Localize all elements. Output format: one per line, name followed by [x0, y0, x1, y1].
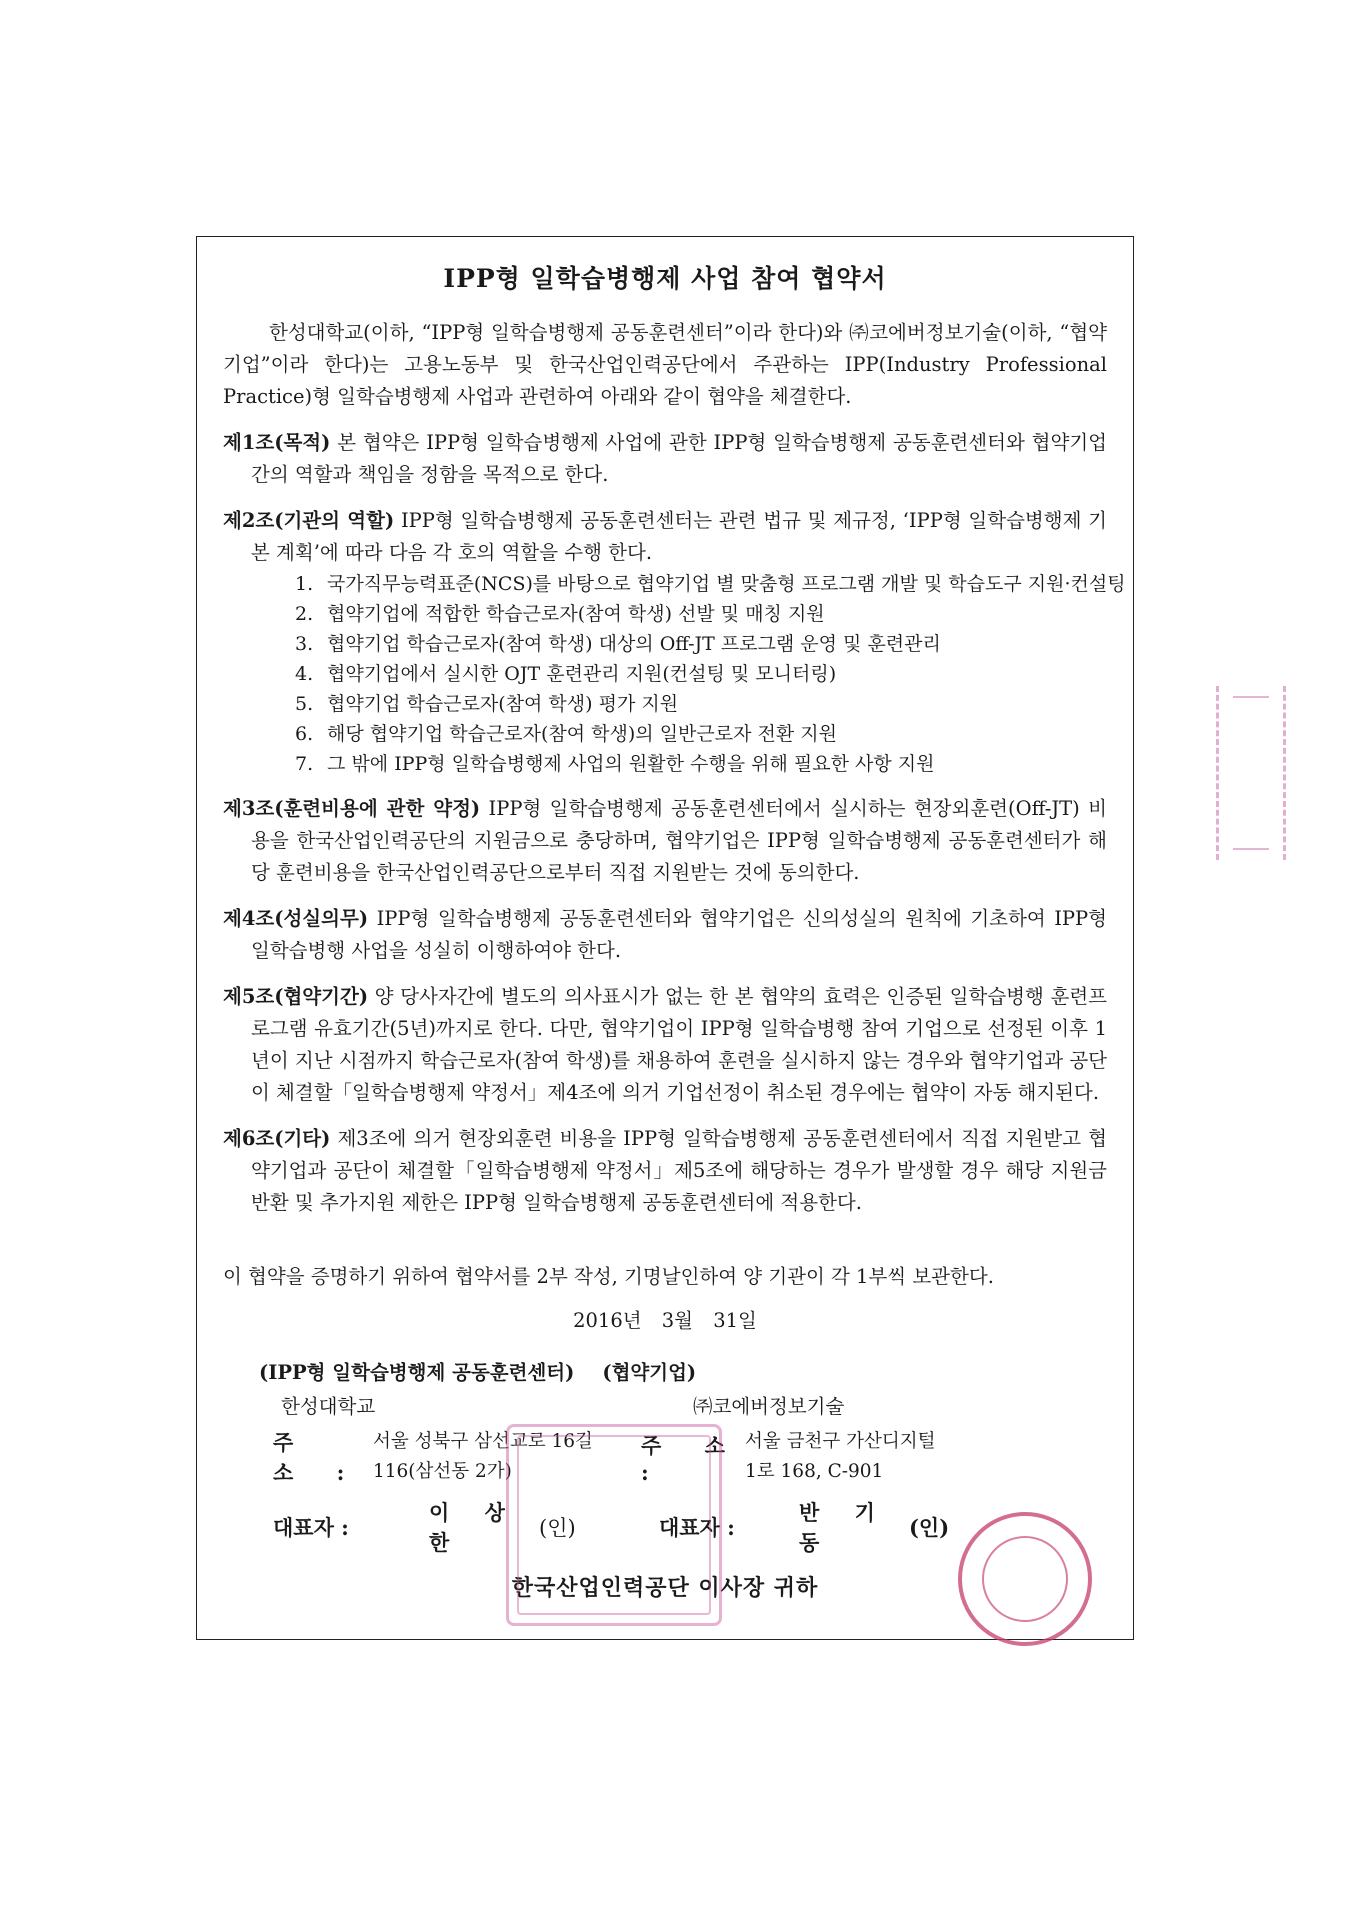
list-item — [295, 569, 1126, 599]
margin-seal-stamp — [1216, 686, 1286, 860]
item-text: 국가직무능력표준(NCS)를 바탕으로 협약기업 별 맞춤형 프로그램 개발 및 학습도구 지원·컨설팅 — [327, 573, 1126, 595]
party-names — [223, 1391, 1107, 1419]
company-representative: 반 기 동 — [799, 1500, 889, 1555]
article-1 — [223, 427, 1107, 491]
article-5 — [223, 981, 1107, 1109]
list-item — [295, 659, 1107, 689]
list-item — [295, 629, 1107, 659]
stamp-border — [517, 1435, 711, 1615]
role-list — [251, 569, 1126, 779]
address-line: 서울 성북구 삼선교로 16길 — [373, 1431, 593, 1452]
company-name: ㈜코에버정보기술 — [693, 1395, 845, 1418]
article-heading: 제4조(성실의무) — [223, 907, 369, 930]
item-text: 해당 협약기업 학습근로자(참여 학생)의 일반근로자 전환 지원 — [327, 723, 837, 745]
item-number: 6. — [295, 723, 314, 745]
article-body: IPP형 일학습병행제 공동훈련센터는 관련 법규 및 제규정, ‘IPP형 일학습병행제 기본 계획’에 따라 다음 각 호의 역할을 수행 한다. — [251, 509, 1107, 564]
stamp-border — [1233, 696, 1269, 850]
training-center-header: (IPP형 일학습병행제 공동훈련센터) — [259, 1361, 575, 1384]
seal-mark: (인) — [909, 1515, 950, 1540]
article-heading: 제3조(훈련비용에 관한 약정) — [223, 797, 481, 820]
item-text: 협약기업 학습근로자(참여 학생) 대상의 Off-JT 프로그램 운영 및 훈련관리 — [327, 633, 941, 655]
document-title: IPP형 일학습병행제 사업 참여 협약서 — [443, 264, 887, 293]
university-seal-stamp — [506, 1424, 722, 1626]
company-header: (협약기업) — [602, 1361, 697, 1384]
address-line: 서울 금천구 가산디지털 — [745, 1431, 936, 1452]
item-number: 2. — [295, 603, 314, 625]
company-address — [745, 1427, 1005, 1487]
article-3 — [223, 793, 1107, 889]
stamp-border — [982, 1536, 1068, 1622]
item-number: 4. — [295, 663, 314, 685]
article-4 — [223, 903, 1107, 967]
intro-paragraph: 한성대학교(이하, “IPP형 일학습병행제 공동훈련센터”이라 한다)와 ㈜코에버정보기술(이하, “협약기업”이라 한다)는 고용노동부 및 한국산업인력공단에서 주관하는 IPP(Industry Professional Practice)형 일학습병행제 사업과 관련하여 아래와 같이 협약을 체결한다. — [223, 321, 1107, 408]
item-text: 협약기업에서 실시한 OJT 훈련관리 지원(컨설팅 및 모니터링) — [327, 663, 837, 685]
item-text: 협약기업 학습근로자(참여 학생) 평가 지원 — [327, 693, 679, 715]
article-body: 본 협약은 IPP형 일학습병행제 사업에 관한 IPP형 일학습병행제 공동훈련센터와 협약기업간의 역할과 책임을 정함을 목적으로 한다. — [251, 431, 1107, 486]
seal-mark: (인) — [539, 1516, 576, 1540]
article-heading: 제6조(기타) — [223, 1127, 331, 1150]
article-body: IPP형 일학습병행제 공동훈련센터와 협약기업은 신의성실의 원칙에 기초하여 IPP형 일학습병행 사업을 성실히 이행하여야 한다. — [251, 907, 1107, 962]
item-text: 협약기업에 적합한 학습근로자(참여 학생) 선발 및 매칭 지원 — [327, 603, 825, 625]
list-item — [295, 599, 1107, 629]
university-name: 한성대학교 — [281, 1395, 376, 1418]
closing-paragraph: 이 협약을 증명하기 위하여 협약서를 2부 작성, 기명날인하여 양 기관이 각 1부씩 보관한다. — [223, 1265, 994, 1288]
article-heading: 제5조(협약기간) — [223, 985, 369, 1008]
article-body: 양 당사자간에 별도의 의사표시가 없는 한 본 협약의 효력은 인증된 일학습병행 훈련프로그램 유효기간(5년)까지로 한다. 다만, 협약기업이 IPP형 일학습병행 참여 기업으로 선정된 이후 1년이 지난 시점까지 학습근로자(참여 학생)를 채용하여 훈련을 실시하지 않는 경우와 협약기업과 공단이 체결할「일학습병행제 약정서」제4조에 의거 기업선정이 취소된 경우에는 협약이 자동 해지된다. — [251, 985, 1107, 1104]
article-body: 제3조에 의거 현장외훈련 비용을 IPP형 일학습병행제 공동훈련센터에서 직접 지원받고 협약기업과 공단이 체결할「일학습병행제 약정서」제5조에 해당하는 경우가 발생할 경우 해당 지원금 반환 및 추가지원 제한은 IPP형 일학습병행제 공동훈련센터에 적용한다. — [251, 1127, 1107, 1214]
university-representative: 이 상 한 — [429, 1500, 519, 1555]
article-body: IPP형 일학습병행제 공동훈련센터에서 실시하는 현장외훈련(Off-JT) 비용을 한국산업인력공단의 지원금으로 충당하며, 협약기업은 IPP형 일학습병행제 공동훈련센터가 해당 훈련비용을 한국산업인력공단으로부터 직접 지원받는 것에 동의한다. — [251, 797, 1107, 884]
item-number: 7. — [295, 753, 314, 775]
addressee: 한국산업인력공단 이사장 귀하 — [511, 1575, 819, 1601]
address-line: 116(삼선동 2가) — [373, 1461, 512, 1482]
list-item — [295, 689, 1107, 719]
agreement-date: 2016년 3월 31일 — [573, 1309, 757, 1332]
list-item — [295, 719, 1107, 749]
representative-label: 대표자 : — [273, 1515, 349, 1540]
list-item — [295, 749, 1107, 779]
article-heading: 제1조(목적) — [223, 431, 331, 454]
address-label: 주 소 : — [273, 1430, 363, 1485]
article-2 — [223, 505, 1126, 779]
address-label: 주 소 : — [641, 1432, 743, 1485]
item-text: 그 밖에 IPP형 일학습병행제 사업의 원활한 수행을 위해 필요한 사항 지원 — [327, 753, 935, 775]
company-seal-stamp — [958, 1512, 1092, 1646]
parties-header — [259, 1357, 1107, 1385]
item-number: 3. — [295, 633, 314, 655]
article-heading: 제2조(기관의 역할) — [223, 509, 395, 532]
representative-label: 대표자 : — [659, 1515, 735, 1540]
item-number: 5. — [295, 693, 314, 715]
article-6 — [223, 1123, 1107, 1219]
item-number: 1. — [295, 573, 314, 595]
address-line: 1로 168, C-901 — [745, 1461, 884, 1482]
